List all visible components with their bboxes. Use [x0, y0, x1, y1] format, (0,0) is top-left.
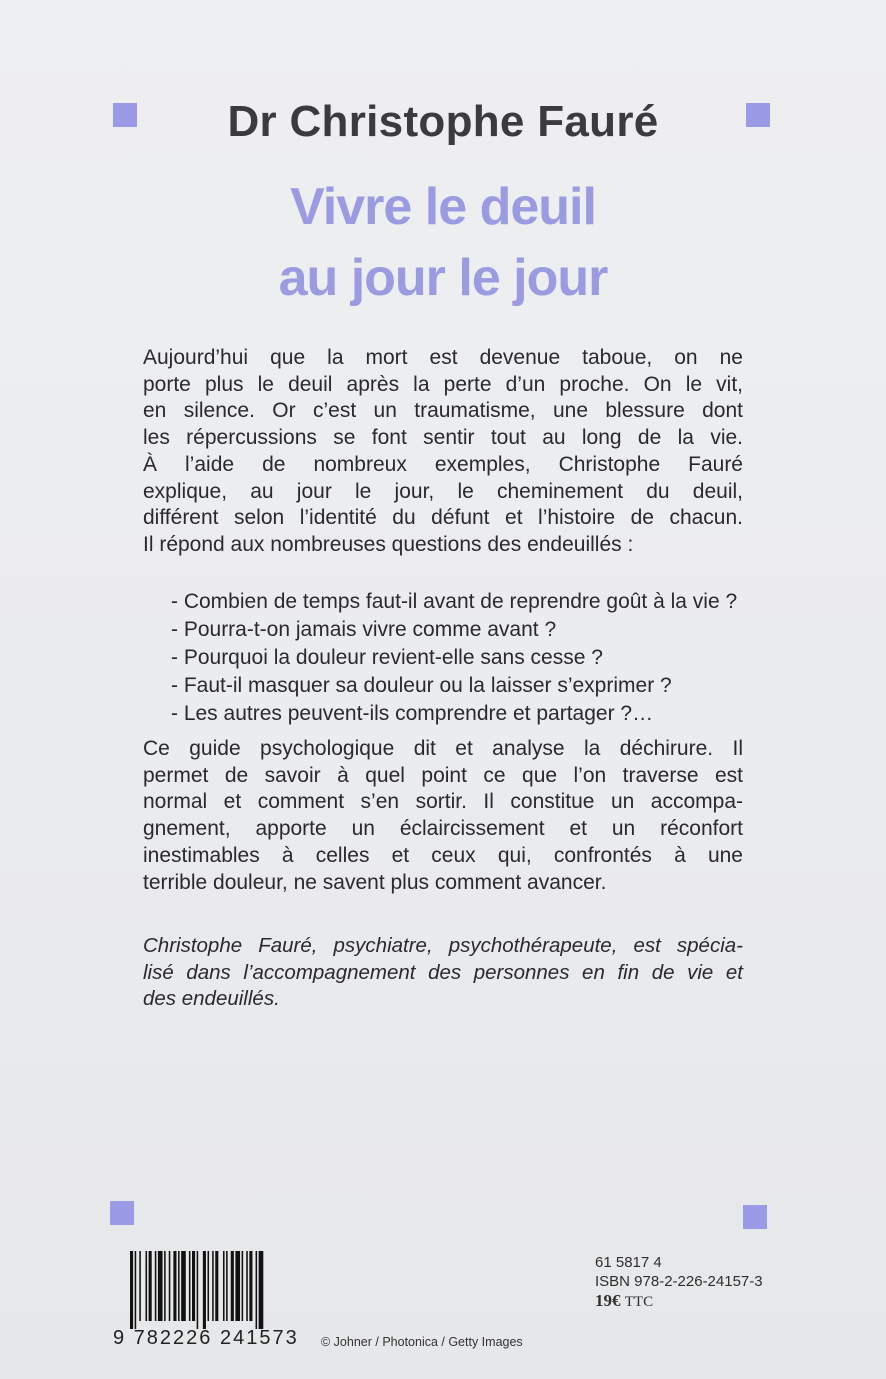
barcode-bar — [256, 1251, 258, 1329]
barcode-bar — [242, 1251, 244, 1321]
author-bio — [143, 933, 743, 1013]
price — [595, 1291, 795, 1312]
barcode-bar — [158, 1251, 163, 1321]
decorative-square-bottom-right — [743, 1205, 767, 1229]
text-line: lisé dans l’accompagnement des personnes en fin de vie et — [143, 960, 743, 984]
text-line: inestimables à celles et ceux qui, confrontés à une — [143, 843, 743, 867]
price-value: 19€ — [595, 1291, 621, 1310]
text-line: explique, au jour le jour, le cheminement du deuil, — [143, 479, 743, 503]
decorative-square-bottom-left — [110, 1201, 134, 1225]
text-line: Ce guide psychologique dit et analyse la déchirure. Il — [143, 737, 743, 760]
text-line: À l’aide de nombreux exemples, Christophe Fauré — [143, 452, 743, 476]
barcode-bar — [192, 1251, 195, 1321]
text-line: en silence. Or c’est un traumatisme, une blessure dont — [143, 399, 743, 423]
barcode-digits: 9 782226 241573 — [113, 1327, 299, 1349]
price-suffix: TTC — [624, 1294, 654, 1310]
barcode-bar — [155, 1251, 157, 1321]
barcode-bar — [259, 1251, 264, 1329]
text-line: normal et comment s’en sortir. Il constitue un accompa- — [143, 790, 743, 814]
list-item: - Pourquoi la douleur revient-elle sans cesse ? — [171, 646, 603, 669]
isbn: ISBN 978-2-226-24157-3 — [595, 1273, 763, 1290]
barcode-bar — [215, 1251, 218, 1321]
barcode-bar — [212, 1251, 214, 1321]
barcode-bar — [146, 1251, 148, 1321]
text-line: différent selon l’identité du défunt et l’histoire de chacun. — [143, 506, 743, 530]
photo-credit: © Johner / Photonica / Getty Images — [321, 1335, 523, 1349]
barcode-bar — [223, 1251, 225, 1321]
text-line: Il répond aux nombreuses questions des endeuillés : — [143, 532, 634, 556]
text-line: permet de savoir à quel point ce que l’on traverse est — [143, 763, 743, 787]
text-line: Aujourd’hui que la mort est devenue taboue, on ne — [143, 346, 743, 369]
barcode — [128, 1251, 308, 1329]
barcode-bar — [203, 1251, 206, 1329]
book-title-line-1: Vivre le deuil — [290, 178, 596, 236]
barcode-bar — [226, 1251, 228, 1321]
list-item: - Les autres peuvent-ils comprendre et partager ?… — [171, 702, 654, 725]
list-item: - Combien de temps faut-il avant de reprendre goût à la vie ? — [171, 590, 738, 613]
barcode-bar — [139, 1251, 141, 1321]
question-list — [171, 588, 751, 728]
text-line: porte plus le deuil après la perte d’un proche. On le vit, — [143, 372, 743, 396]
text-line: terrible douleur, ne savent plus comment avancer. — [143, 870, 607, 894]
barcode-bar — [149, 1251, 152, 1321]
barcode-bar — [249, 1251, 252, 1321]
barcode-bar — [164, 1251, 166, 1321]
text-line: des endeuillés. — [143, 987, 280, 1011]
barcode-bar — [181, 1251, 186, 1321]
blurb-paragraph-1 — [143, 345, 743, 559]
barcode-bar — [197, 1251, 199, 1329]
blurb-paragraph-2 — [143, 736, 743, 896]
author-name: Dr Christophe Fauré — [227, 97, 659, 146]
list-item: - Pourra-t-on jamais vivre comme avant ? — [171, 618, 557, 641]
barcode-bar — [178, 1251, 180, 1321]
barcode-bar — [169, 1251, 171, 1321]
text-line: gnement, apporte un éclaircissement et un réconfort — [143, 817, 743, 841]
barcode-bar — [208, 1251, 210, 1321]
barcode-bar — [235, 1251, 240, 1321]
text-line: Christophe Fauré, psychiatre, psychothérapeute, est spécia- — [143, 934, 743, 957]
book-title-line-2: au jour le jour — [278, 249, 608, 307]
text-line: les répercussions se font sentir tout au long de la vie. — [143, 426, 743, 450]
barcode-bar — [135, 1251, 137, 1329]
barcode-bar — [189, 1251, 191, 1321]
barcode-bar — [231, 1251, 234, 1321]
publication-info — [595, 1253, 795, 1312]
barcode-bar — [246, 1251, 248, 1321]
list-item: - Faut-il masquer sa douleur ou la laisser s’exprimer ? — [171, 674, 672, 697]
barcode-bar — [130, 1251, 133, 1329]
barcode-bar — [173, 1251, 176, 1321]
product-code: 61 5817 4 — [595, 1254, 662, 1271]
